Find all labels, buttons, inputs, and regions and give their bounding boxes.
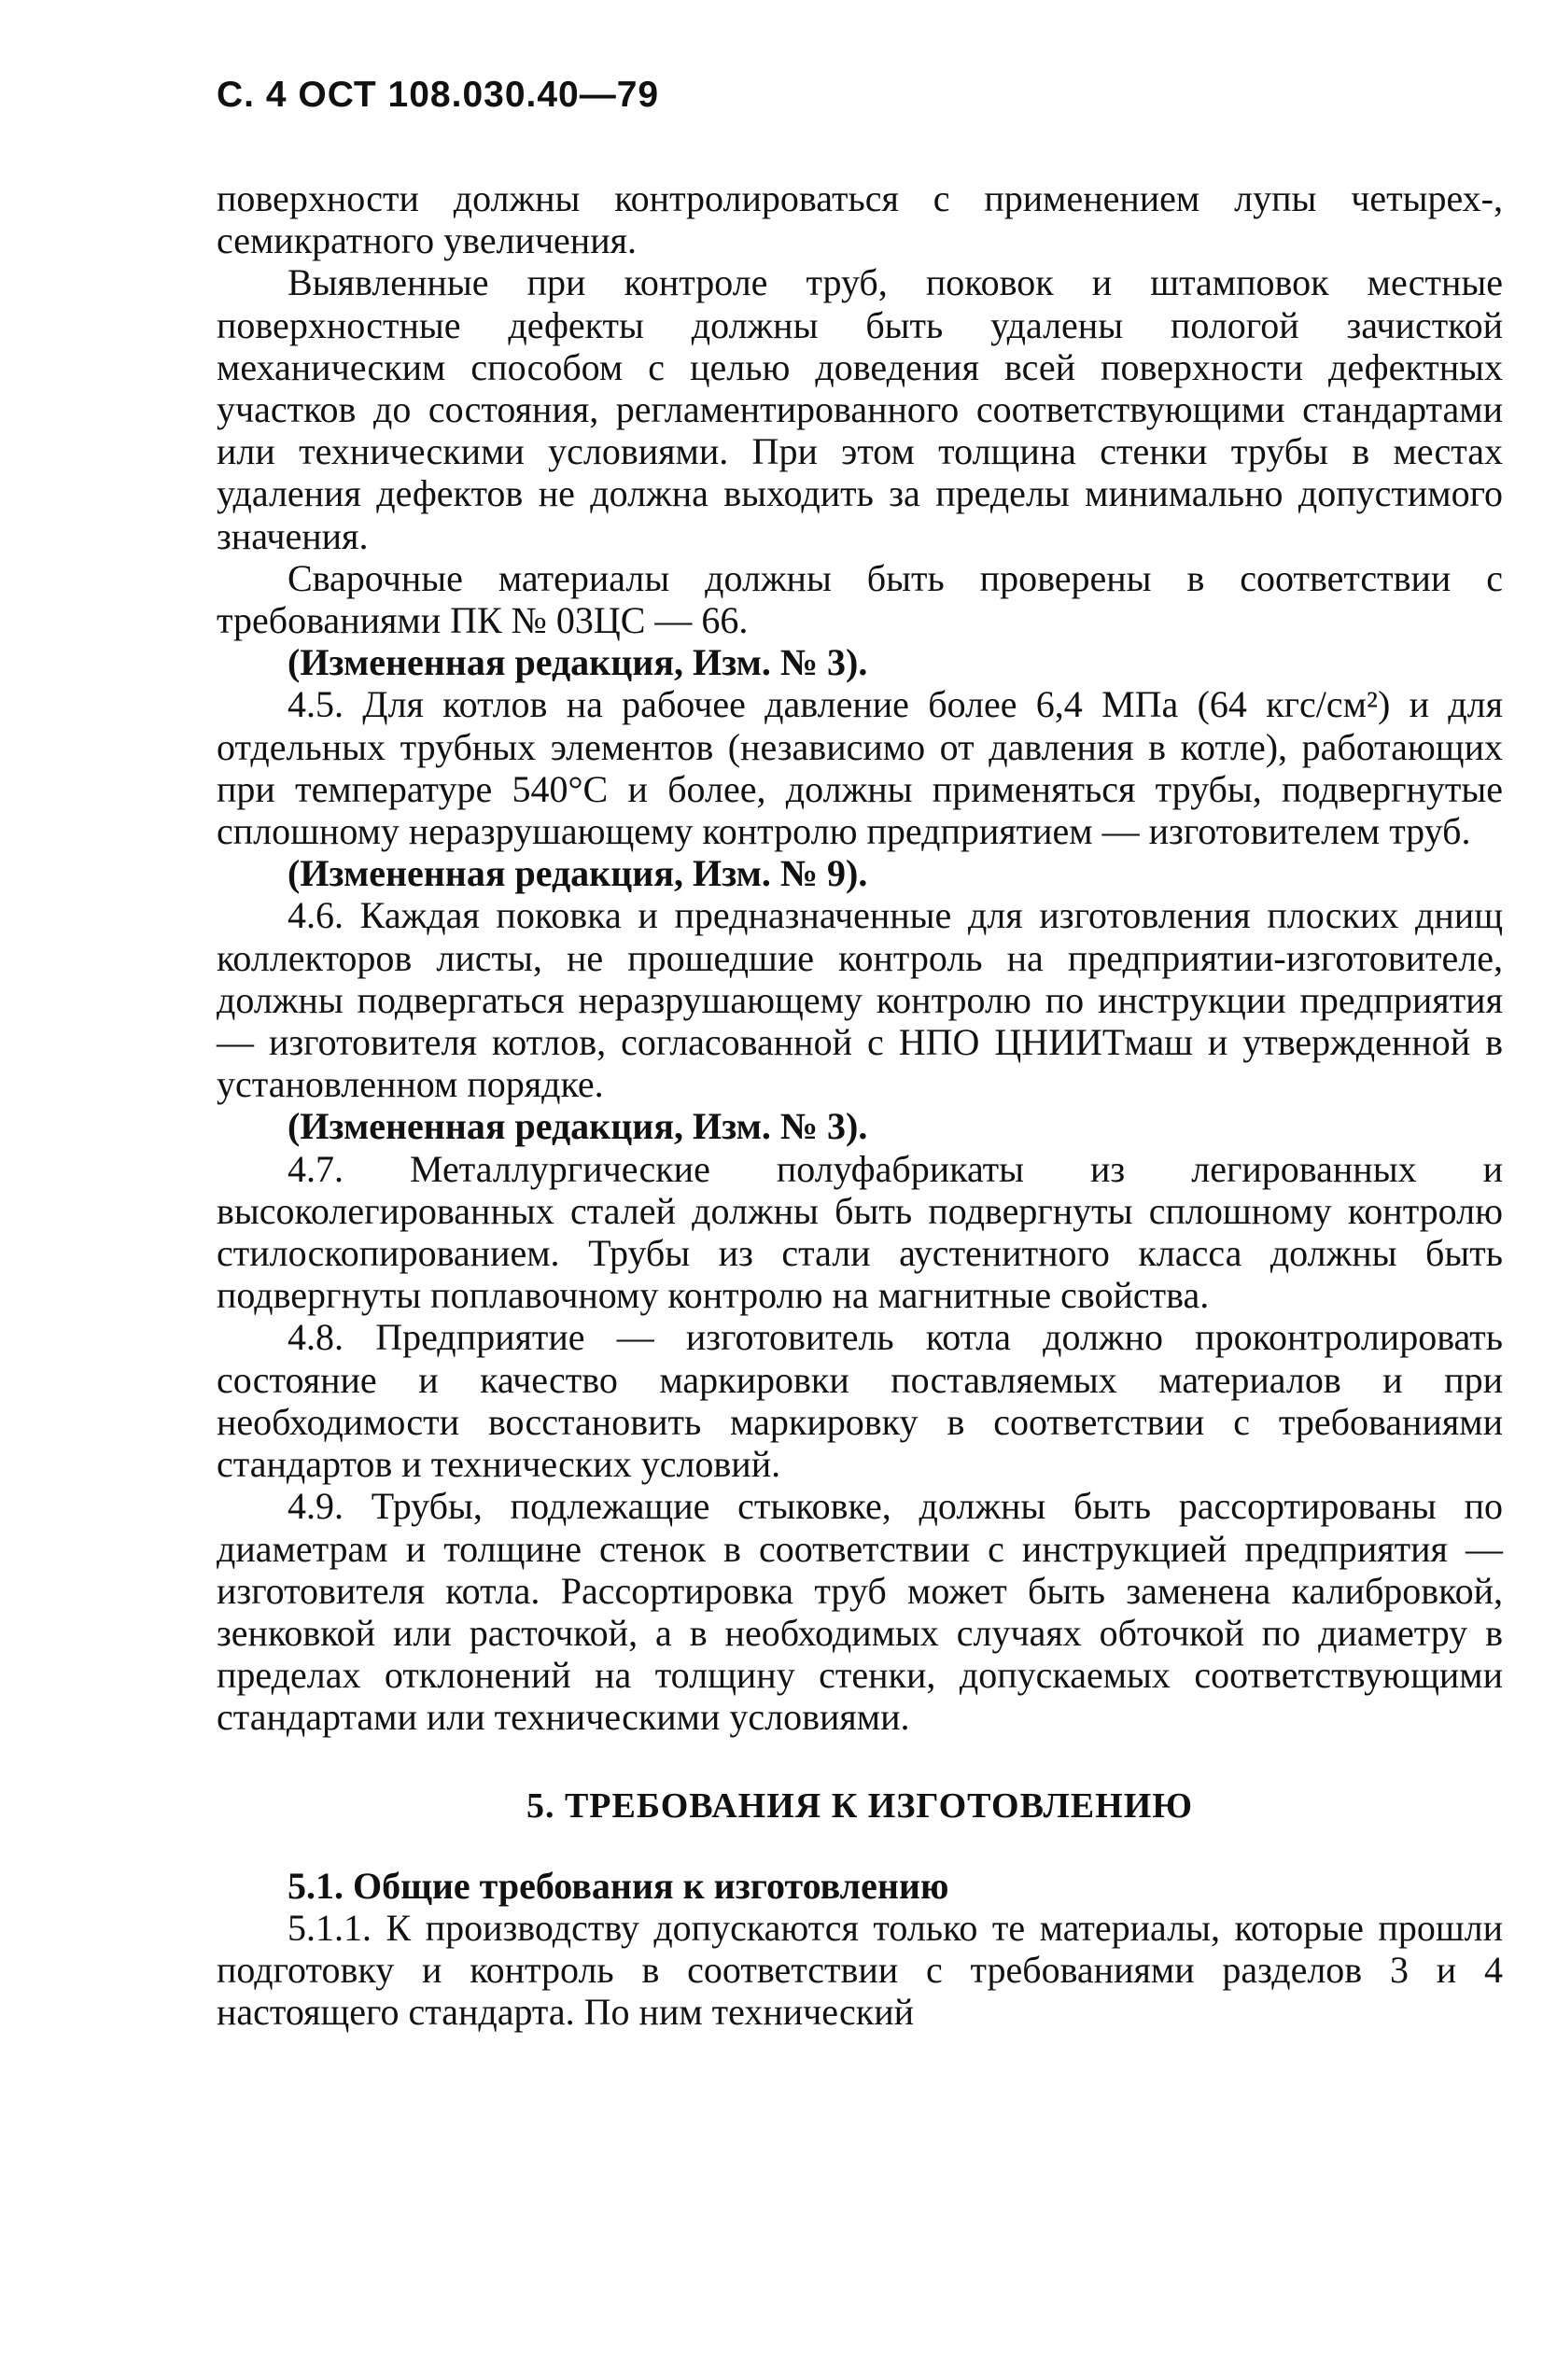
paragraph-surface-defects: Выявленные при контроле труб, поковок и штамповок местные поверхностные дефекты должны быть удалены пологой зачисткой механическим способом с целью доведения всей поверхности дефектных участков до состояния, регламентированного соответствующими стандартами или техническими условиями. При этом толщина стенки трубы в местах удаления дефектов не должна выходить за пределы минимально допустимого значения. [217, 261, 1503, 557]
revision-note: (Измененная редакция, Изм. № 3). [288, 1105, 868, 1148]
paragraph-welding-materials: Сварочные материалы должны быть проверены в соответствии с требованиями ПК № 03ЦС — 66. [217, 556, 1503, 642]
section-heading: 5. ТРЕБОВАНИЯ К ИЗГОТОВЛЕНИЮ [526, 1785, 1194, 1826]
revision-note: (Измененная редакция, Изм. № 3). [288, 641, 868, 684]
paragraph-continuation: поверхности должны контролироваться с применением лупы четырех-, семикратного увеличения. [217, 177, 1503, 262]
clause-4-9: 4.9. Трубы, подлежащие стыковке, должны быть рассортированы по диаметрам и толщине стенок в соответствии с инструкцией предприятия — изготовителя котла. Рассортировка труб может быть заменена калибровкой, зенковкой или расточкой, а в необходимых случаях обточкой по диаметру в пределах отклонений на толщину стенки, допускаемых соответствующими стандартами или техническими условиями. [217, 1485, 1503, 1739]
clause-4-5: 4.5. Для котлов на рабочее давление более 6,4 МПа (64 кгс/см²) и для отдельных трубных элементов (независимо от давления в котле), работающих при температуре 540°С и более, должны применяться трубы, подвергнутые сплошному неразрушающему контролю предприятием — изготовителем труб. [217, 683, 1503, 853]
revision-note: (Измененная редакция, Изм. № 9). [288, 852, 868, 895]
document-body [217, 177, 1503, 2034]
clause-4-8: 4.8. Предприятие — изготовитель котла должно проконтролировать состояние и качество маркировки поставляемых материалов и при необходимости восстановить маркировку в соответствии с требованиями стандартов и технических условий. [217, 1316, 1503, 1486]
clause-4-7: 4.7. Металлургические полуфабрикаты из легированных и высоколегированных сталей должны быть подвергнуты сплошному контролю стилоскопированием. Трубы из стали аустенитного класса должны быть подвергнуты поплавочному контролю на магнитные свойства. [217, 1147, 1503, 1317]
page-header: С. 4 ОСТ 108.030.40—79 [217, 75, 660, 115]
clause-5-1-1: 5.1.1. К производству допускаются только те материалы, которые прошли подготовку и контроль в соответствии с требованиями разделов 3 и 4 настоящего стандарта. По ним технический [217, 1906, 1503, 2034]
clause-4-6: 4.6. Каждая поковка и предназначенные для изготовления плоских днищ коллекторов листы, не прошедшие контроль на предприятии-изготовителе, должны подвергаться неразрушающему контролю по инструкции предприятия — изготовителя котлов, согласованной с НПО ЦНИИТмаш и утвержденной в установленном порядке. [217, 894, 1503, 1106]
subsection-heading: 5.1. Общие требования к изготовлению [288, 1864, 949, 1907]
